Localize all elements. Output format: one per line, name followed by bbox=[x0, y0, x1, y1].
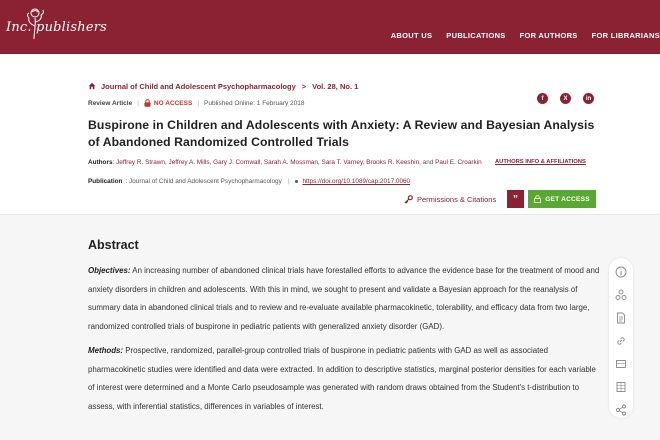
divider: | bbox=[197, 99, 200, 107]
get-access-button[interactable] bbox=[528, 190, 596, 208]
article-title: Buspirone in Children and Adolescents with Anxiety: A Review and Bayesian Analysis of Abandoned Randomized Controlled Trials bbox=[88, 118, 595, 149]
share-icon[interactable] bbox=[615, 404, 627, 416]
abstract-heading: Abstract bbox=[88, 238, 139, 252]
x-twitter-icon[interactable]: X bbox=[560, 93, 571, 104]
nav-about-us[interactable]: ABOUT US bbox=[390, 31, 433, 40]
publisher-logo[interactable] bbox=[4, 6, 108, 46]
author-last[interactable]: Paul E. Croarkin bbox=[435, 159, 482, 166]
doi-link[interactable]: https://doi.org/10.1089/cap.2017.0060 bbox=[302, 178, 411, 185]
publication-row: Publication : Journal of Child and Adolescent Psychopharmacology | https://doi.org/10.1089/cap.2017.0060 bbox=[88, 178, 411, 185]
link-icon[interactable] bbox=[615, 335, 627, 347]
published-date: Published Online: 1 February 2018 bbox=[204, 99, 305, 107]
home-icon[interactable] bbox=[88, 82, 96, 90]
authors-and: and bbox=[422, 159, 434, 166]
methods-text: Prospective, randomized, parallel-group controlled trials of buspirone in pediatric patients with GAD as well as associated pharmacokinetic studies were identified and data were extracted. In addition to descriptive statistics, marginal posterior densities for each variable of interest were determined and a Monte Carlo pseudosample was generated with random draws obtained from the Student's t-distribution to assess, with inferential statistics, differences in variables of interest. bbox=[88, 346, 596, 411]
get-access-label: GET ACCESS bbox=[545, 195, 590, 203]
site-header bbox=[0, 0, 660, 54]
divider: | bbox=[287, 178, 290, 185]
key-icon bbox=[404, 195, 413, 204]
tool-rail bbox=[609, 258, 633, 418]
publication-label: Publication bbox=[88, 178, 123, 185]
social-share bbox=[537, 93, 594, 104]
document-icon[interactable] bbox=[615, 312, 627, 324]
abstract-body bbox=[88, 262, 604, 422]
main-nav bbox=[377, 31, 660, 40]
breadcrumb bbox=[88, 80, 600, 92]
methods-label: Methods: bbox=[88, 346, 124, 355]
breadcrumb-volume[interactable]: Vol. 28, No. 1 bbox=[312, 81, 359, 91]
cite-button[interactable]: ” bbox=[507, 190, 524, 208]
bullet-icon bbox=[295, 180, 298, 183]
nav-for-librarians[interactable]: FOR LIBRARIANS bbox=[591, 31, 660, 40]
metrics-icon[interactable] bbox=[615, 289, 627, 301]
article-type: Review Article bbox=[88, 99, 133, 107]
publication-journal: Journal of Child and Adolescent Psychopharmacology bbox=[129, 178, 282, 185]
divider: | bbox=[137, 99, 139, 107]
authors-affiliations-link[interactable]: AUTHORS INFO & AFFILIATIONS bbox=[495, 159, 586, 165]
figures-icon[interactable] bbox=[615, 358, 627, 370]
article-actions bbox=[398, 190, 598, 208]
breadcrumb-separator: > bbox=[301, 81, 307, 91]
permissions-label: Permissions & Citations bbox=[417, 194, 497, 204]
permissions-citations-link[interactable] bbox=[398, 195, 496, 204]
abstract-objectives bbox=[88, 262, 604, 336]
table-icon[interactable] bbox=[615, 381, 627, 393]
authors-row: Authors: Jeffrey R. Strawn, Jeffrey A. Mills, Gary J. Cornwall, Sarah A. Mossman, Sara T. Varney, Brooks R. Keeshin, and Paul E. Croarkin AUTHORS INFO & AFFILIATIONS bbox=[88, 159, 586, 166]
lock-icon bbox=[144, 99, 151, 107]
info-icon[interactable] bbox=[615, 266, 627, 278]
author-list[interactable]: Jeffrey R. Strawn, Jeffrey A. Mills, Gary J. Cornwall, Sarah A. Mossman, Sara T. Varney, Brooks R. Keeshin, bbox=[116, 159, 421, 166]
facebook-icon[interactable]: f bbox=[537, 93, 548, 104]
lock-icon bbox=[534, 195, 541, 203]
article-info-row bbox=[88, 95, 600, 111]
abstract-methods bbox=[88, 342, 604, 416]
objectives-label: Objectives: bbox=[88, 266, 131, 275]
nav-publications[interactable]: PUBLICATIONS bbox=[446, 31, 506, 40]
breadcrumb-journal[interactable]: Journal of Child and Adolescent Psychopharmacology bbox=[101, 81, 296, 91]
nav-for-authors[interactable]: FOR AUTHORS bbox=[519, 31, 578, 40]
linkedin-icon[interactable]: in bbox=[583, 93, 594, 104]
objectives-text: An increasing number of abandoned clinical trials have forestalled efforts to advance the evidence base for the treatment of mood and anxiety disorders in children and adolescents. With this in mind, we sought to present and validate a Bayesian approach for the reanalysis of summary data in abandoned clinical trials and to review and re-evaluate available pharmacokinetic, tolerability, and efficacy data from two large, randomized controlled trials of buspirone in pediatric patients with generalized anxiety disorder (GAD). bbox=[88, 266, 600, 331]
access-status: NO ACCESS bbox=[153, 99, 193, 107]
article-meta bbox=[88, 80, 600, 187]
authors-label: Authors bbox=[88, 159, 113, 166]
logo-wordmark: Inc. publishers bbox=[6, 20, 108, 35]
